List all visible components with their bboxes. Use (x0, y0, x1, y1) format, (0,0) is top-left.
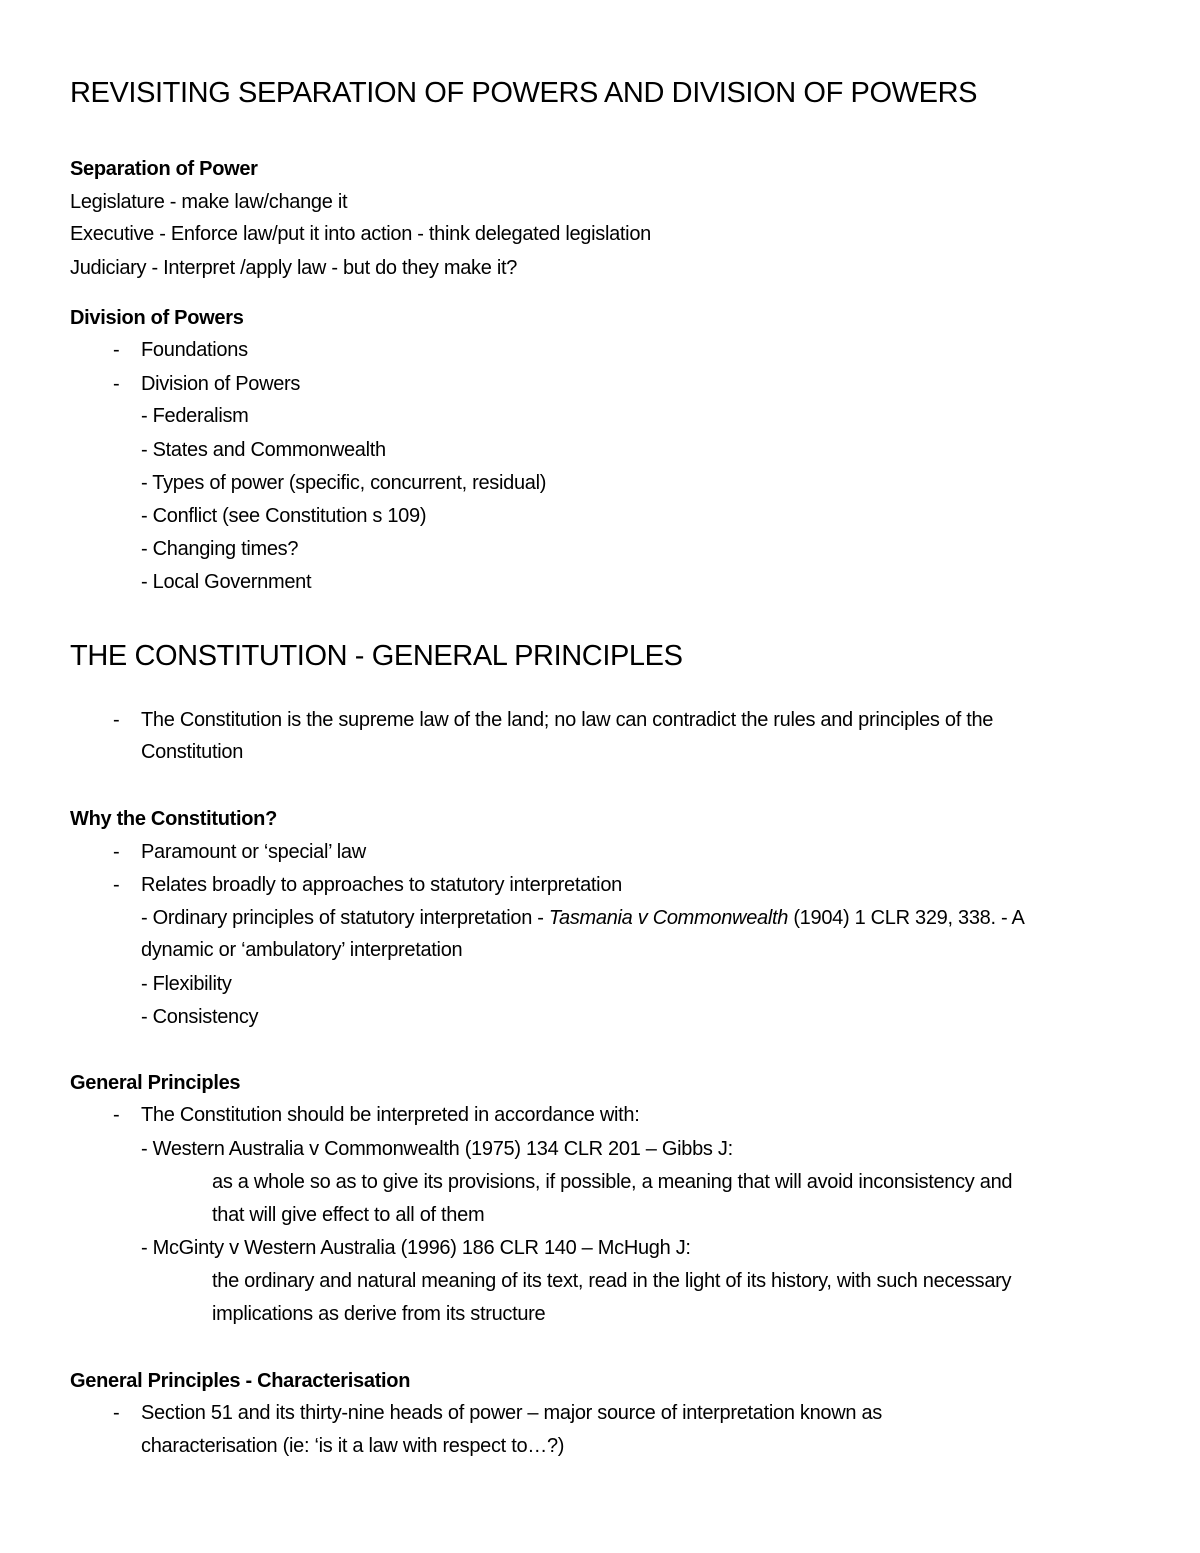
division-sub-item: - Conflict (see Constitution s 109) (141, 505, 427, 527)
tasmania-case-name: Tasmania v Commonwealth (548, 907, 789, 929)
division-sub-item: - Local Government (141, 571, 312, 593)
wa-quote-line-2: that will give effect to all of them (212, 1204, 485, 1226)
bullet-dash: - (113, 339, 120, 361)
bullet-dash: - (113, 841, 120, 863)
division-bullet-division: Division of Powers (141, 373, 301, 395)
bullet-dash: - (113, 1104, 120, 1126)
legislature-line: Legislature - make law/change it (70, 191, 348, 213)
bullet-dash: - (113, 373, 120, 395)
separation-title: Separation of Power (70, 158, 258, 180)
bullet-dash: - (113, 874, 120, 896)
why-title: Why the Constitution? (70, 808, 277, 830)
ordinary-principles-line-2: dynamic or ‘ambulatory’ interpretation (141, 939, 463, 961)
division-title: Division of Powers (70, 307, 244, 329)
why-sub-item: - Consistency (141, 1006, 259, 1028)
why-bullet-paramount: Paramount or ‘special’ law (141, 841, 366, 863)
tasmania-citation: (1904) 1 CLR 329, 338. - A (788, 907, 1025, 929)
ordinary-principles-line (141, 906, 1025, 930)
heading-separation-division: REVISITING SEPARATION OF POWERS AND DIVISION OF POWERS (70, 77, 978, 109)
division-sub-item: - States and Commonwealth (141, 439, 386, 461)
characterisation-title: General Principles - Characterisation (70, 1370, 411, 1392)
wa-quote-line-1: as a whole so as to give its provisions, if possible, a meaning that will avoid inconsistency and (212, 1171, 1013, 1193)
bullet-dash: - (113, 1402, 120, 1424)
characterisation-line-1: Section 51 and its thirty-nine heads of power – major source of interpretation known as (141, 1402, 882, 1424)
mcginty-case-line: - McGinty v Western Australia (1996) 186 CLR 140 – McHugh J: (141, 1237, 691, 1259)
division-sub-item: - Federalism (141, 405, 249, 427)
why-sub-item: - Flexibility (141, 973, 232, 995)
division-sub-item: - Types of power (specific, concurrent, residual) (141, 472, 547, 494)
mcginty-quote-line-1: the ordinary and natural meaning of its text, read in the light of its history, with such necessary (212, 1270, 1012, 1292)
division-bullet-foundations: Foundations (141, 339, 248, 361)
executive-line: Executive - Enforce law/put it into action - think delegated legislation (70, 223, 651, 245)
wa-case-line: - Western Australia v Commonwealth (1975) 134 CLR 201 – Gibbs J: (141, 1138, 733, 1160)
mcginty-quote-line-2: implications as derive from its structure (212, 1303, 546, 1325)
general-bullet: The Constitution should be interpreted in accordance with: (141, 1104, 640, 1126)
bullet-dash: - (113, 709, 120, 731)
supreme-line-2: Constitution (141, 741, 244, 763)
general-title: General Principles (70, 1072, 241, 1094)
heading-constitution: THE CONSTITUTION - GENERAL PRINCIPLES (70, 640, 683, 672)
division-sub-item: - Changing times? (141, 538, 299, 560)
supreme-line-1: The Constitution is the supreme law of the land; no law can contradict the rules and principles of the (141, 709, 994, 731)
characterisation-line-2: characterisation (ie: ‘is it a law with respect to…?) (141, 1435, 565, 1457)
ordinary-text: - Ordinary principles of statutory interpretation - (141, 907, 549, 929)
judiciary-line: Judiciary - Interpret /apply law - but do they make it? (70, 257, 518, 279)
why-bullet-relates: Relates broadly to approaches to statutory interpretation (141, 874, 622, 896)
